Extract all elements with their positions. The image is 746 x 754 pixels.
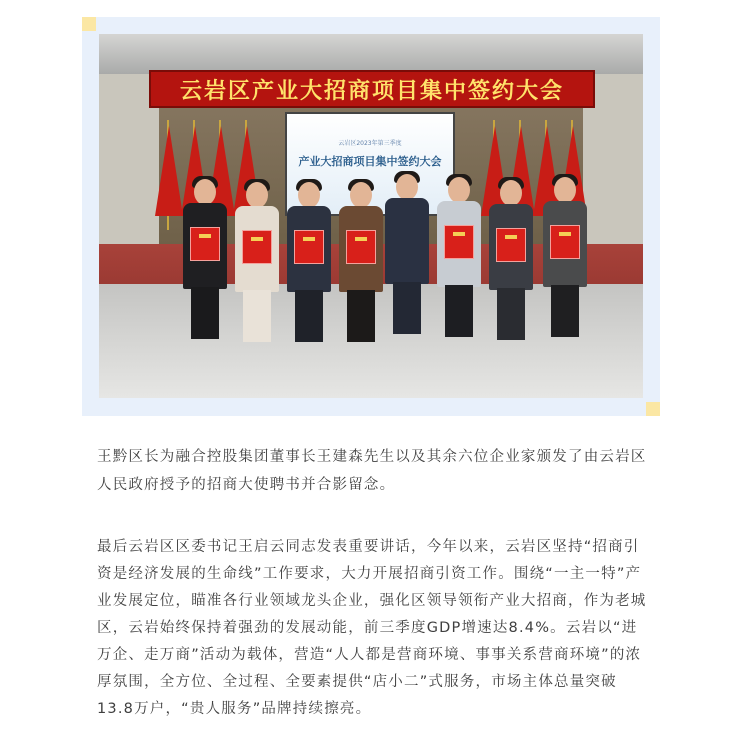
screen-title: 产业大招商项目集中签约大会	[298, 155, 442, 168]
corner-accent-top-left	[82, 17, 96, 31]
corner-accent-bottom-right	[646, 402, 660, 416]
photo-ceiling	[99, 34, 643, 74]
certificate	[496, 228, 526, 262]
certificate	[550, 225, 580, 259]
body-paragraph: 最后云岩区区委书记王启云同志发表重要讲话，今年以来，云岩区坚持“招商引资是经济发展的生命线”工作要求，大力开展招商引资工作。围绕“一主一特”产业发展定位，瞄准各行业领域龙头企业，强化区领导领衔产业大招商，作为老城区，云岩始终保持着强劲的发展动能，前三季度GDP增速达8.4%。云岩以“进万企、走万商”活动为载体，营造“人人都是营商环境、事事关系营商环境”的浓厚氛围，全方位、全过程、全要素提供“店小二”式服务，市场主体总量突破13.8万户，“贵人服务”品牌持续擦亮。	[97, 539, 647, 717]
certificate	[346, 230, 376, 264]
certificate	[294, 230, 324, 264]
certificate	[444, 225, 474, 259]
certificate	[190, 227, 220, 261]
flag	[163, 120, 173, 230]
signing-ceremony-photo	[99, 34, 643, 398]
screen-subtitle: 云岩区2023年第三季度	[338, 140, 402, 147]
event-banner: 云岩区产业大招商项目集中签约大会	[149, 70, 595, 108]
certificate	[242, 230, 272, 264]
photo-caption: 王黔区长为融合控股集团董事长王建森先生以及其余六位企业家颁发了由云岩区人民政府授予的招商大使聘书并合影留念。	[97, 449, 647, 493]
